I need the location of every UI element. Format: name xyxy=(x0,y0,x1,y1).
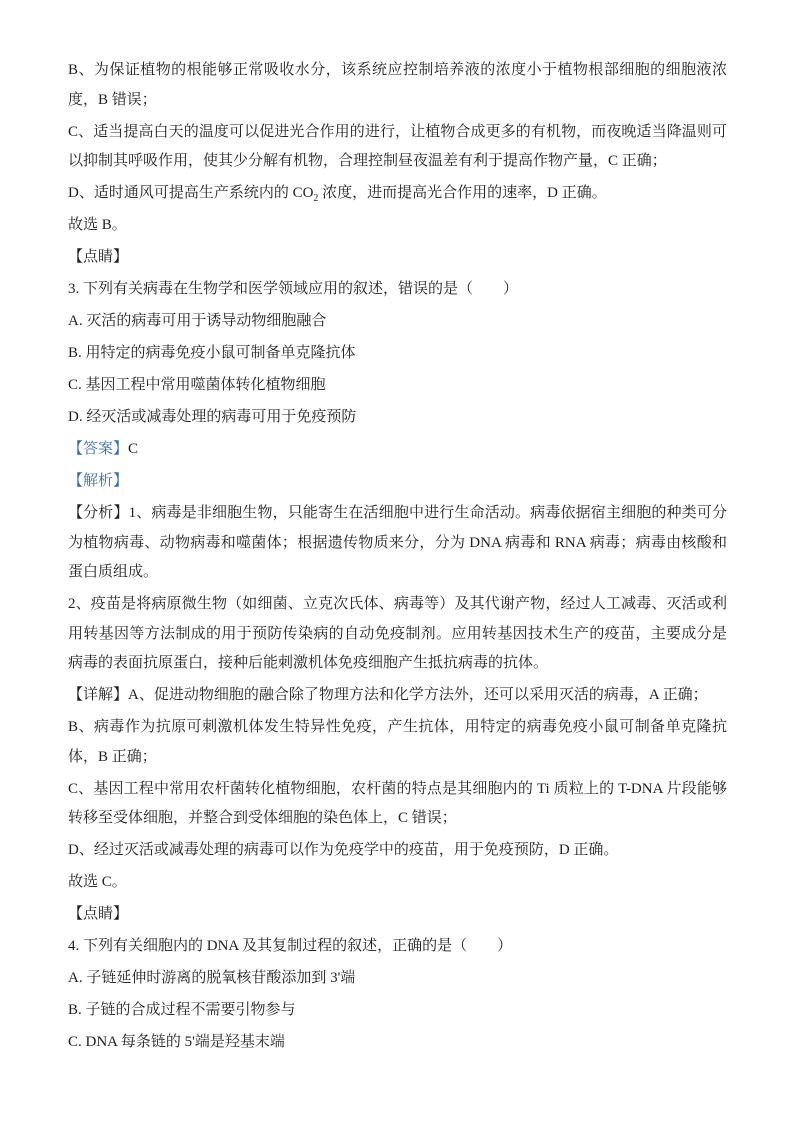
text-run: 故选 B。 xyxy=(68,217,127,233)
document-content xyxy=(68,56,727,1060)
paragraph xyxy=(68,243,727,273)
paragraph xyxy=(68,996,727,1026)
text-run: C. DNA 每条链的 5'端是羟基末端 xyxy=(68,1034,285,1050)
subscript-run: 2 xyxy=(313,193,319,204)
paragraph xyxy=(68,403,727,433)
paragraph xyxy=(68,775,727,834)
text-run: A. 子链延伸时游离的脱氧核苷酸添加到 3'端 xyxy=(68,970,356,986)
text-run: 【分析】1、病毒是非细胞生物，只能寄生在活细胞中进行生命活动。病毒依据宿主细胞的种类可分为植物病毒、动物病毒和噬菌体；根据遗传物质来分，分为 DNA 病毒和 RNA 病毒；病毒由核酸和蛋白质组成。 xyxy=(68,505,727,580)
paragraph xyxy=(68,179,727,209)
paragraph xyxy=(68,211,727,241)
text-run: C、适当提高白天的温度可以促进光合作用的进行，让植物合成更多的有机物，而夜晚适当降温则可以抑制其呼吸作用，使其少分解有机物，合理控制昼夜温差有利于提高作物产量，C 正确； xyxy=(68,123,727,169)
text-run: 故选 C。 xyxy=(68,874,127,890)
paragraph xyxy=(68,932,727,962)
text-run: 【点睛】 xyxy=(68,249,129,265)
tag-label: 【解析】 xyxy=(68,473,129,489)
paragraph xyxy=(68,681,727,711)
text-run: 【点睛】 xyxy=(68,906,129,922)
text-run: C、基因工程中常用农杆菌转化植物细胞，农杆菌的特点是其细胞内的 Ti 质粒上的 T-DNA 片段能够转移至受体细胞，并整合到受体细胞的染色体上，C 错误； xyxy=(68,780,727,826)
text-run: D、经过灭活或减毒处理的病毒可以作为免疫学中的疫苗，用于免疫预防，D 正确。 xyxy=(68,842,619,858)
text-run: 4. 下列有关细胞内的 DNA 及其复制过程的叙述，正确的是（ ） xyxy=(68,938,513,954)
paragraph xyxy=(68,868,727,898)
text-run: B. 用特定的病毒免疫小鼠可制备单克隆抗体 xyxy=(68,345,356,361)
paragraph xyxy=(68,371,727,401)
text-run: A. 灭活的病毒可用于诱导动物细胞融合 xyxy=(68,313,327,329)
text-run: 3. 下列有关病毒在生物学和医学领域应用的叙述，错误的是（ ） xyxy=(68,281,519,297)
paragraph xyxy=(68,307,727,337)
paragraph xyxy=(68,836,727,866)
text-run: B. 子链的合成过程不需要引物参与 xyxy=(68,1002,296,1018)
paragraph xyxy=(68,713,727,772)
tag-label: 【答案】 xyxy=(68,441,129,457)
text-run: C xyxy=(128,441,139,457)
paragraph xyxy=(68,339,727,369)
paragraph xyxy=(68,435,727,465)
text-run: B、为保证植物的根能够正常吸收水分，该系统应控制培养液的浓度小于植物根部细胞的细胞液浓度，B 错误； xyxy=(68,62,727,108)
text-run: B、病毒作为抗原可刺激机体发生特异性免疫，产生抗体，用特定的病毒免疫小鼠可制备单克隆抗体，B 正确； xyxy=(68,719,727,765)
paragraph xyxy=(68,1028,727,1058)
paragraph xyxy=(68,118,727,177)
paragraph xyxy=(68,499,727,588)
text-run: D、适时通风可提高生产系统内的 CO xyxy=(68,185,314,201)
paragraph xyxy=(68,56,727,115)
text-run: 2、疫苗是将病原微生物（如细菌、立克次氏体、病毒等）及其代谢产物，经过人工减毒、灭活或利用转基因等方法制成的用于预防传染病的自动免疫制剂。应用转基因技术生产的疫苗，主要成分是病毒的表面抗原蛋白，接种后能刺激机体免疫细胞产生抵抗病毒的抗体。 xyxy=(68,596,727,671)
text-run: C. 基因工程中常用噬菌体转化植物细胞 xyxy=(68,377,326,393)
paragraph xyxy=(68,590,727,679)
text-run: 【详解】A、促进动物细胞的融合除了物理方法和化学方法外，还可以采用灭活的病毒，A 正确； xyxy=(68,687,708,703)
text-run: D. 经灭活或减毒处理的病毒可用于免疫预防 xyxy=(68,409,357,425)
paragraph xyxy=(68,964,727,994)
paragraph xyxy=(68,467,727,497)
paragraph xyxy=(68,900,727,930)
paragraph xyxy=(68,275,727,305)
text-run: 浓度，进而提高光合作用的速率，D 正确。 xyxy=(318,185,607,201)
